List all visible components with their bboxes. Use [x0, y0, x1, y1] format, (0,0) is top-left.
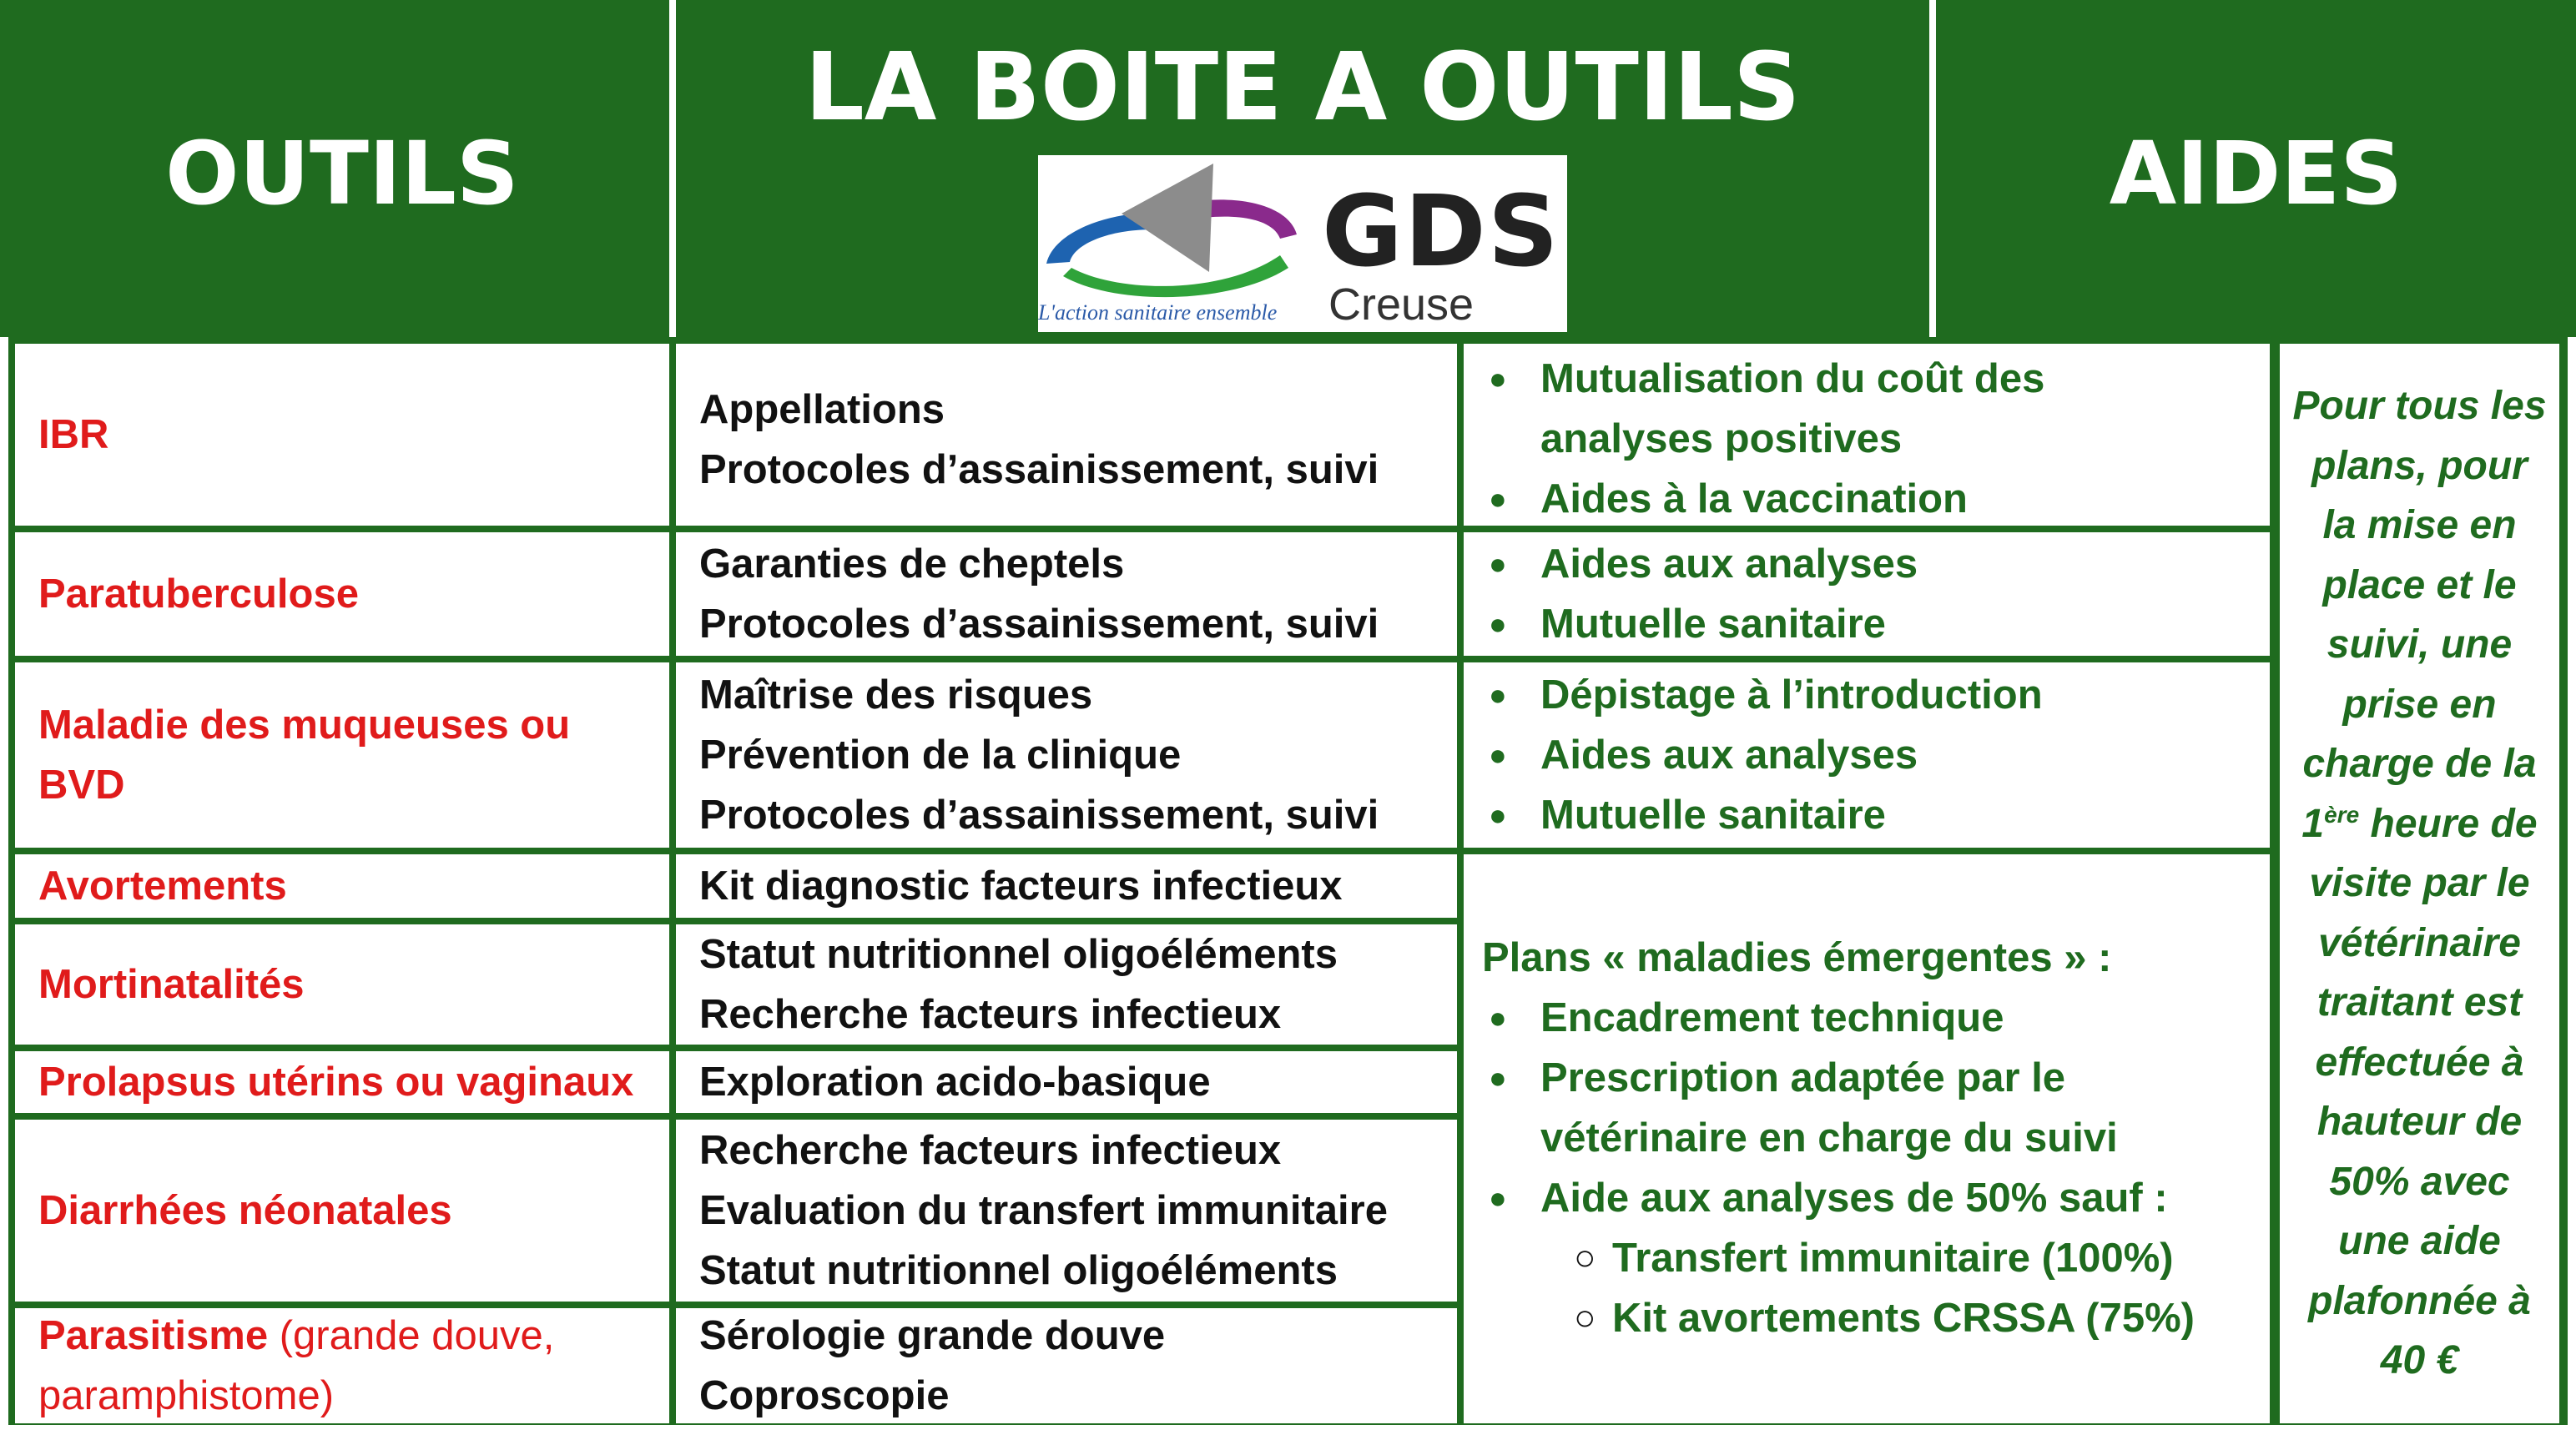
aides-title: AIDES	[2109, 123, 2403, 224]
bullet-icon: ●	[1489, 1060, 1507, 1095]
disease-label: Prolapsus utérins ou vaginaux	[38, 1060, 634, 1105]
tool-item: Protocoles d’assainissement, suivi	[699, 447, 1379, 492]
tool-item: Sérologie grande douve	[699, 1313, 1166, 1358]
disease-label: IBR	[38, 412, 109, 457]
disease-label: Avortements	[38, 864, 287, 909]
bullet-icon: ●	[1489, 607, 1507, 641]
tool-item: Kit diagnostic facteurs infectieux	[699, 864, 1343, 909]
tools-cell	[676, 854, 1457, 918]
aide-cell-bvd	[1464, 662, 2270, 848]
aide-item: ● Mutuelle sanitaire	[1489, 785, 2043, 845]
bullet-icon: ●	[1489, 1181, 1507, 1215]
logo-gds-text: GDS	[1322, 174, 1560, 289]
disease-label: Mortinatalités	[38, 962, 305, 1007]
superscript: ère	[2324, 801, 2360, 828]
aide-item: ● Aides aux analyses	[1489, 534, 1918, 594]
aide-cell-emergentes	[1464, 854, 2270, 1423]
disease-cell	[15, 532, 669, 656]
tools-cell	[676, 924, 1457, 1045]
bullet-icon: ●	[1489, 798, 1507, 832]
gds-logo	[1038, 155, 1567, 332]
header-banner	[0, 0, 2576, 337]
tool-item: Protocoles d’assainissement, suivi	[699, 793, 1379, 838]
disease-label-wrap	[38, 1308, 623, 1423]
disease-cell	[15, 1308, 669, 1423]
emergentes-title: Plans « maladies émergentes » :	[1482, 935, 2112, 980]
bullet-icon: ●	[1489, 361, 1507, 395]
tool-item: Recherche facteurs infectieux	[699, 992, 1282, 1037]
tools-cell	[676, 532, 1457, 656]
aide-item: ● Aide aux analyses de 50% sauf :	[1482, 1168, 2195, 1228]
tool-item: Statut nutritionnel oligoéléments	[699, 1248, 1338, 1293]
bullet-icon: ●	[1489, 1000, 1507, 1035]
outils-title: OUTILS	[165, 123, 519, 224]
tool-item: Garanties de cheptels	[699, 541, 1125, 587]
disease-note: (grande douve, paramphistome)	[38, 1313, 555, 1418]
tools-cell	[676, 662, 1457, 848]
bullet-icon: ●	[1489, 546, 1507, 581]
header-divider-right	[1929, 0, 1936, 337]
aide-item: ● Mutualisation du coût des analyses positives	[1489, 349, 2141, 469]
tool-item: Evaluation du transfert immunitaire	[699, 1188, 1388, 1233]
disease-cell	[15, 1120, 669, 1302]
aide-cell-paratuberculose	[1464, 532, 2270, 656]
tool-item: Maîtrise des risques	[699, 672, 1093, 718]
tool-item: Recherche facteurs infectieux	[699, 1128, 1282, 1173]
disease-label: Diarrhées néonatales	[38, 1188, 452, 1233]
circle-bullet-icon: ○	[1574, 1237, 1596, 1278]
aide-subitem: ○ Kit avortements CRSSA (75%)	[1482, 1288, 2195, 1348]
tools-cell	[676, 344, 1457, 526]
disease-cell	[15, 344, 669, 526]
tool-item: Prévention de la clinique	[699, 733, 1182, 778]
disease-label: Maladie des muqueuses ou BVD	[38, 702, 571, 808]
logo-tagline: L'action sanitaire ensemble	[1038, 300, 1278, 325]
tool-item: Appellations	[699, 387, 945, 432]
tool-item: Exploration acido-basique	[699, 1060, 1211, 1105]
tools-cell	[676, 1051, 1457, 1113]
visit-coverage-note: Pour tous les plans, pour la mise en place et le suivi, une prise en charge de la 1ère heure de visite par le vétérinaire traitant est effectuée à hauteur de 50% avec une aide plafonnée à 40 €	[2280, 344, 2559, 1423]
disease-cell	[15, 662, 669, 848]
tools-cell	[676, 1308, 1457, 1423]
aide-item: ● Mutuelle sanitaire	[1489, 594, 1918, 654]
disease-cell	[15, 1051, 669, 1113]
circle-bullet-icon: ○	[1574, 1297, 1596, 1338]
aide-item: ● Prescription adaptée par le vétérinaire en charge du suivi	[1482, 1048, 2195, 1168]
header-divider-left	[669, 0, 676, 337]
aide-cell-ibr	[1464, 344, 2270, 526]
tool-item: Statut nutritionnel oligoéléments	[699, 932, 1338, 977]
aide-item: ● Dépistage à l’introduction	[1489, 665, 2043, 725]
bullet-icon: ●	[1489, 738, 1507, 772]
logo-creuse-text: Creuse	[1328, 279, 1475, 330]
disease-cell	[15, 924, 669, 1045]
disease-label: Parasitisme	[38, 1313, 269, 1358]
aide-item: ● Aides à la vaccination	[1489, 469, 2141, 526]
tools-cell	[676, 1120, 1457, 1302]
bullet-icon: ●	[1489, 677, 1507, 712]
tool-item: Coproscopie	[699, 1373, 950, 1418]
aide-subitem: ○ Transfert immunitaire (100%)	[1482, 1228, 2195, 1288]
aide-item: ● Encadrement technique	[1482, 988, 2195, 1048]
bullet-icon: ●	[1489, 481, 1507, 516]
disease-label: Paratuberculose	[38, 571, 359, 617]
gds-swoosh-icon	[1038, 155, 1313, 305]
tool-item: Protocoles d’assainissement, suivi	[699, 602, 1379, 647]
aide-item: ● Aides aux analyses	[1489, 725, 2043, 785]
disease-cell	[15, 854, 669, 918]
main-title: LA BOITE A OUTILS	[804, 33, 1801, 142]
